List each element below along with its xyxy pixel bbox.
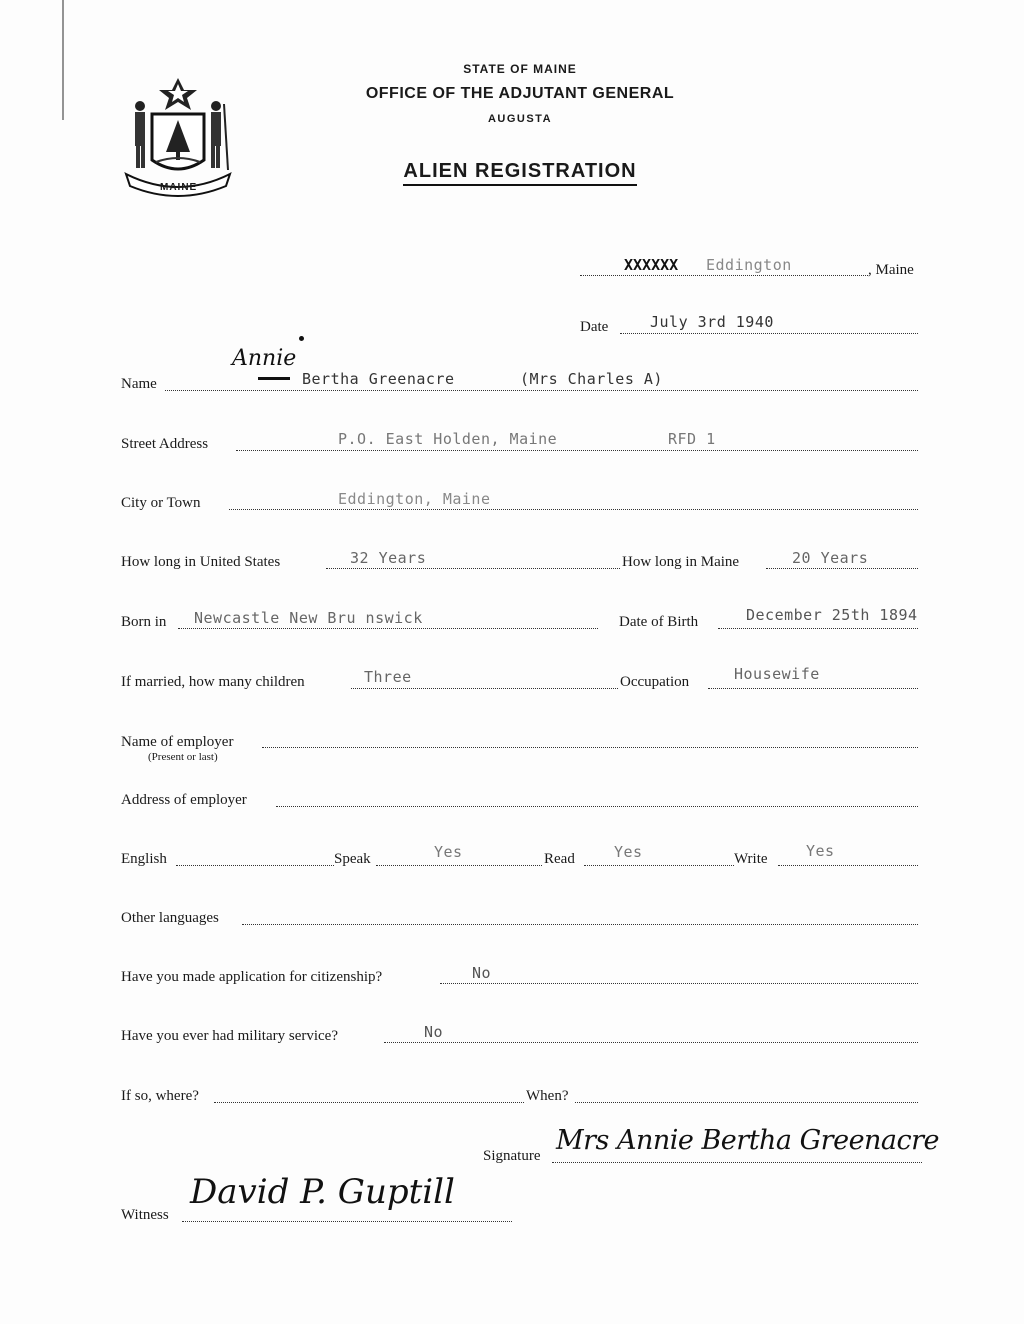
street-address-line	[236, 450, 918, 451]
children-line	[351, 688, 618, 689]
speak-line	[376, 865, 542, 866]
other-languages-line	[242, 924, 918, 925]
children-value: Three	[364, 668, 412, 686]
born-in-value: Newcastle New Bru nswick	[194, 609, 423, 627]
where-label: If so, where?	[121, 1088, 199, 1104]
form-title-text: ALIEN REGISTRATION	[403, 160, 636, 186]
military-label: Have you ever had military service?	[121, 1028, 338, 1044]
date-of-birth-value: December 25th 1894	[746, 606, 918, 624]
ink-dot	[299, 336, 304, 341]
page-edge-mark	[62, 0, 64, 120]
employer-name-line	[262, 747, 918, 748]
city-heading: AUGUSTA	[487, 113, 553, 125]
location-state-label: , Maine	[868, 262, 914, 278]
read-line	[584, 865, 734, 866]
street-address-extra: RFD 1	[668, 430, 716, 448]
date-of-birth-line	[718, 628, 918, 629]
when-label: When?	[526, 1088, 569, 1104]
employer-address-label: Address of employer	[121, 792, 247, 808]
citizenship-value: No	[472, 964, 492, 982]
witness-line	[182, 1221, 512, 1222]
write-line	[778, 865, 918, 866]
signature-value: Mrs Annie Bertha Greenacre	[556, 1125, 940, 1156]
date-label: Date	[580, 319, 609, 335]
how-long-maine-line	[766, 568, 918, 569]
name-label: Name	[121, 376, 157, 392]
seal-banner-text: MAINE	[160, 182, 198, 193]
read-label: Read	[544, 851, 575, 867]
location-town-value: Eddington	[706, 256, 792, 274]
street-address-label: Street Address	[121, 436, 209, 452]
how-long-maine-label: How long in Maine	[622, 554, 740, 570]
english-line	[176, 865, 334, 866]
read-value: Yes	[614, 843, 643, 861]
how-long-us-label: How long in United States	[121, 554, 281, 570]
office-heading: OFFICE OF THE ADJUTANT GENERAL	[365, 85, 675, 102]
military-line	[384, 1042, 918, 1043]
when-line	[575, 1102, 918, 1103]
employer-name-label: Name of employer	[121, 734, 234, 750]
location-line	[580, 275, 868, 276]
employer-name-sublabel: (Present or last)	[148, 751, 218, 763]
write-value: Yes	[806, 842, 835, 860]
state-heading: STATE OF MAINE	[463, 62, 577, 76]
english-label: English	[121, 851, 167, 867]
name-value: Bertha Greenacre	[302, 370, 455, 388]
date-line	[620, 333, 918, 334]
how-long-maine-value: 20 Years	[792, 549, 869, 567]
name-line	[165, 390, 918, 391]
location-struck-value: XXXXXX	[624, 256, 679, 274]
name-handwritten-insert: Annie	[232, 346, 297, 371]
date-value: July 3rd 1940	[650, 313, 774, 331]
name-note-value: (Mrs Charles A)	[520, 370, 663, 388]
city-label: City or Town	[121, 495, 201, 511]
name-strikeout	[258, 377, 290, 380]
signature-line	[552, 1162, 922, 1163]
speak-value: Yes	[434, 843, 463, 861]
employer-address-line	[276, 806, 918, 807]
born-in-line	[178, 628, 598, 629]
speak-label: Speak	[334, 851, 371, 867]
other-languages-label: Other languages	[121, 910, 219, 926]
citizenship-line	[440, 983, 918, 984]
write-label: Write	[734, 851, 768, 867]
occupation-label: Occupation	[620, 674, 690, 690]
date-of-birth-label: Date of Birth	[619, 614, 699, 630]
street-address-value: P.O. East Holden, Maine	[338, 430, 558, 448]
city-value: Eddington, Maine	[338, 490, 491, 508]
how-long-us-value: 32 Years	[350, 549, 427, 567]
city-line	[229, 509, 918, 510]
where-line	[214, 1102, 524, 1103]
citizenship-label: Have you made application for citizenship?	[121, 969, 383, 985]
witness-label: Witness	[121, 1207, 169, 1223]
witness-value: David P. Guptill	[190, 1172, 455, 1212]
children-label: If married, how many children	[121, 674, 305, 690]
military-value: No	[424, 1023, 444, 1041]
signature-label: Signature	[483, 1148, 541, 1164]
born-in-label: Born in	[121, 614, 167, 630]
how-long-us-line	[326, 568, 620, 569]
occupation-value: Housewife	[734, 665, 820, 683]
form-title	[300, 160, 740, 183]
occupation-line	[708, 688, 918, 689]
